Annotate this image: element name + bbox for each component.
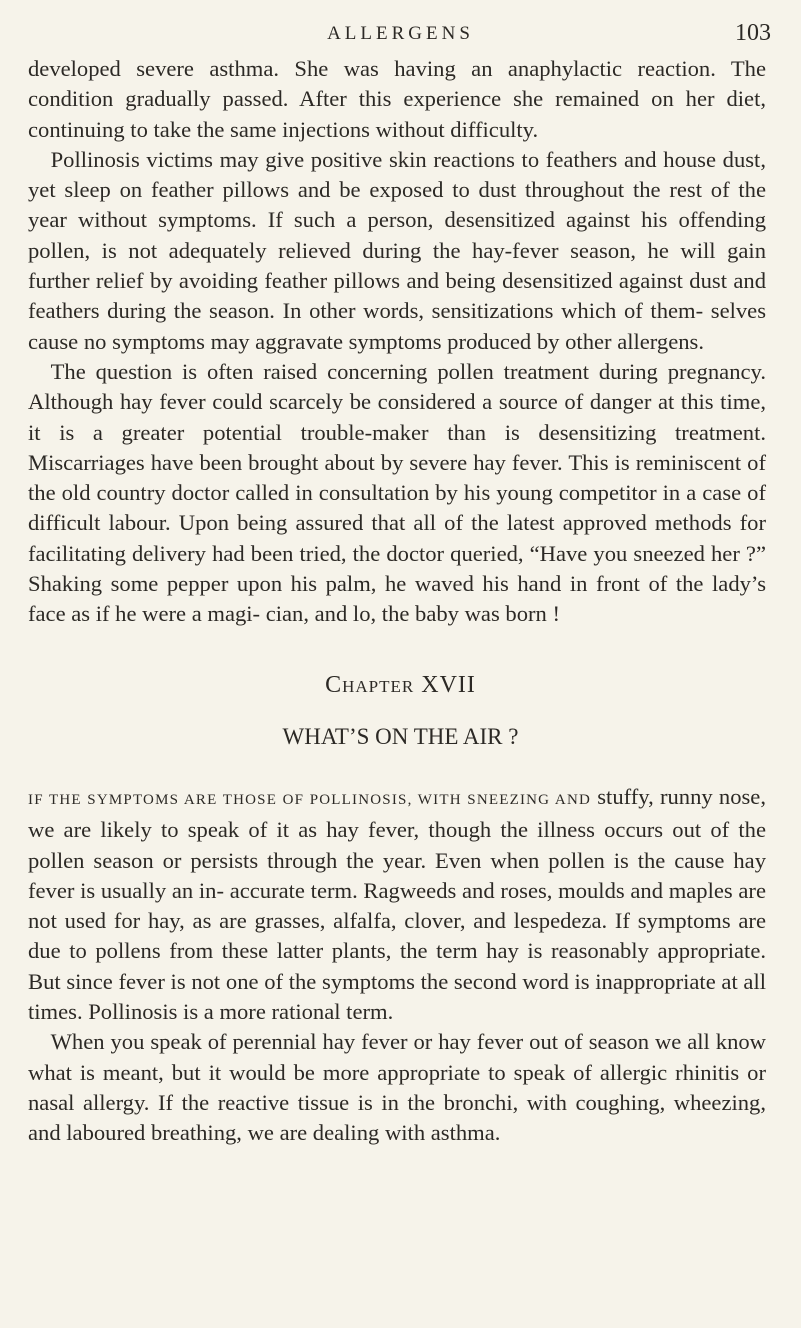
- paragraph-perennial-hay-fever: When you speak of perennial hay fever or hay fever out of season we all know what is meant, but it would be more appropriate to speak of allergic rhinitis or nasal allergy. If the reactive tissue is in the bronchi, with coughing, wheezing, and laboured breathing, we are dealing with asthma.: [28, 1029, 766, 1146]
- chapter-label: Chapter XVII: [325, 672, 476, 698]
- body-text-section-2: [28, 782, 766, 1149]
- opening-paragraph-text: stuffy, runny nose, we are likely to speak of it as hay fever, though the illness occurs out of the pollen season or persists through the year. Even when pollen is the cause hay fever is usually an in- accurate term. Ragweeds and roses, moulds and maples are not used for hay, as are grasses, alfalfa, clover, and lespedeza. If symptoms are due to pollens from these latter plants, the term hay is reasonably appropriate. But since fever is not one of the symptoms the second word is inappropriate at all times. Pollinosis is a more rational term.: [28, 784, 766, 1025]
- paragraph-chapter-opening: [28, 782, 766, 1027]
- chapter-title: WHAT’S ON THE AIR ?: [282, 724, 519, 749]
- body-text-section-1: [28, 54, 766, 630]
- page-number: 103: [735, 20, 771, 46]
- paragraph-pregnancy: The question is often raised concerning pollen treatment during pregnancy. Although hay fever could scarcely be considered a source of danger at this time, it is a greater potential trouble-maker than is desensitizing treatment. Miscarriages have been brought about by severe hay fever. This is reminiscent of the old country doctor called in consultation by his young competitor in a case of difficult labour. Upon being assured that all of the latest approved methods for facilitating delivery had been tried, the doctor queried, “Have you sneezed her ?” Shaking some pepper upon his palm, he waved his hand in front of the lady’s face as if he were a magi- cian, and lo, the baby was born !: [28, 358, 766, 627]
- paragraph-pollinosis-dust: Pollinosis victims may give positive skin reactions to feathers and house dust, yet sleep on feather pillows and be exposed to dust throughout the rest of the year without symptoms. If such a person, desensitized against his offending pollen, is not adequately relieved during the hay-fever season, he will gain further relief by avoiding feather pillows and being desensitized against dust and feathers during the season. In other words, sensitizations which of them- selves cause no symptoms may aggravate symptoms produced by other allergens.: [28, 146, 766, 354]
- running-title: ALLERGENS: [327, 23, 474, 44]
- running-head: [0, 20, 801, 50]
- paragraph-continuation: developed severe asthma. She was having an anaphylactic reaction. The condition gradually passed. After this experience she remained on her diet, continuing to take the same injections without difficulty.: [28, 56, 766, 142]
- opening-small-caps: IF THE SYMPTOMS ARE THOSE OF POLLINOSIS, WITH SNEEZING AND: [28, 792, 592, 808]
